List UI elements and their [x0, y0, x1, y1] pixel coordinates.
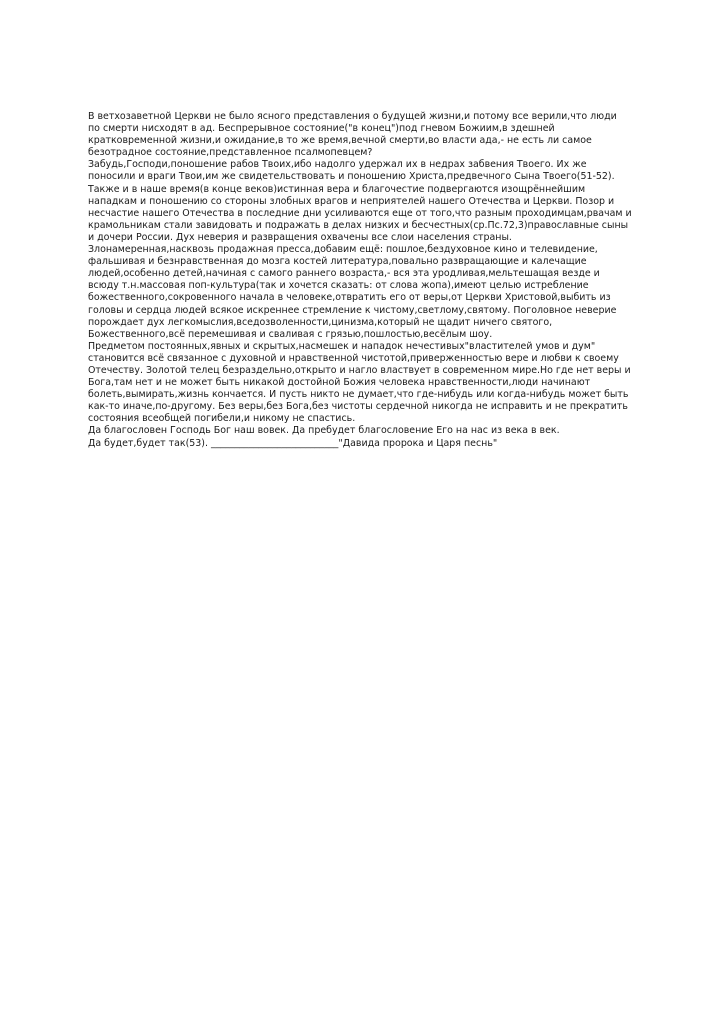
text-line: поносили и враги Твои,им же свидетельствовать и поношению Христа,предвечного Сына Твоего(51-52).	[88, 171, 615, 183]
text-line: Также и в наше время(в конце веков)истинная вера и благочестие подвергаются изощрённейшим	[88, 183, 586, 195]
text-line: всюду т.н.массовая поп-культура(так и хочется сказать: от слова жопа),имеют целью истребление	[88, 280, 589, 292]
text-line: Предметом постоянных,явных и скрытых,насмешек и нападок нечестивых"властителей умов и дум"	[88, 340, 596, 352]
text-line: крамольникам стали завидовать и подражать в делах низких и бесчестных(ср.Пс.72,3)православные сыны	[88, 219, 629, 231]
text-line: и дочери России. Дух неверия и развращения охвачены все слои населения страны.	[88, 231, 512, 243]
text-line: головы и сердца людей всякое искреннее стремление к чистому,светлому,святому. Поголовное неверие	[88, 304, 617, 316]
text-line: как-то иначе,по-другому. Без веры,без Бога,без чистоты сердечной никогда не исправить и не прекратить	[88, 401, 628, 413]
document-text	[88, 111, 648, 450]
text-line: фальшивая и безнравственная до мозга костей литература,повально развращающие и калечащие	[88, 256, 587, 268]
text-line: несчастие нашего Отечества в последние дни усиливаются еще от того,что разным проходимцам,рвачам и	[88, 207, 632, 219]
text-line: Да благословен Господь Бог наш вовек. Да пребудет благословение Его на нас из века в век.	[88, 425, 560, 437]
text-line: Бога,там нет и не может быть никакой достойной Божия человека нравственности,люди начинают	[88, 377, 591, 389]
text-line: Забудь,Господи,поношение рабов Твоих,ибо надолго удержал их в недрах забвения Твоего. Их же	[88, 159, 587, 171]
text-line: Отечеству. Золотой телец безраздельно,открыто и нагло властвует в современном мире.Но где нет веры и	[88, 364, 631, 376]
text-line: нападкам и поношению со стороны злобных врагов и неприятелей нашего Отечества и Церкви. Позор и	[88, 195, 615, 207]
text-line: людей,особенно детей,начиная с самого раннего возраста,- вся эта уродливая,мельтешащая везде и	[88, 268, 600, 280]
text-line: В ветхозаветной Церкви не было ясного представления о будущей жизни,и потому все верили,что люди	[88, 111, 617, 122]
text-line: порождает дух легкомыслия,вседозволенности,цинизма,который не щадит ничего святого,	[88, 316, 553, 328]
text-line: Божественного,всё перемешивая и сваливая с грязью,пошлостью,весёлым шоу.	[88, 328, 493, 340]
text-line: болеть,вымирать,жизнь кончается. И пусть никто не думает,что где-нибудь или когда-нибудь может быть	[88, 389, 629, 401]
text-line: божественного,сокровенного начала в человеке,отвратить его от веры,от Церкви Христовой,выбить из	[88, 292, 611, 304]
text-line: кратковременной жизни,и ожидание,в то же время,вечной смерти,во власти ада,- не есть ли самое	[88, 135, 592, 147]
text-line: Злонамеренная,насквозь продажная пресса,добавим ещё: пошлое,бездуховное кино и телевидение,	[88, 244, 598, 256]
text-line: Да будет,будет так(53). ___________________________"Давида пророка и Царя песнь"	[88, 437, 498, 449]
text-line: становится всё связанное с духовной и нравственной чистотой,приверженностью вере и любви к своему	[88, 352, 619, 364]
text-line: по смерти нисходят в ад. Беспрерывное состояние("в конец")под гневом Божиим,в здешней	[88, 123, 555, 135]
text-line: состояния всеобщей погибели,и никому не спастись.	[88, 413, 356, 425]
text-line: безотрадное состояние,представленное псалмопевцем?	[88, 147, 373, 159]
